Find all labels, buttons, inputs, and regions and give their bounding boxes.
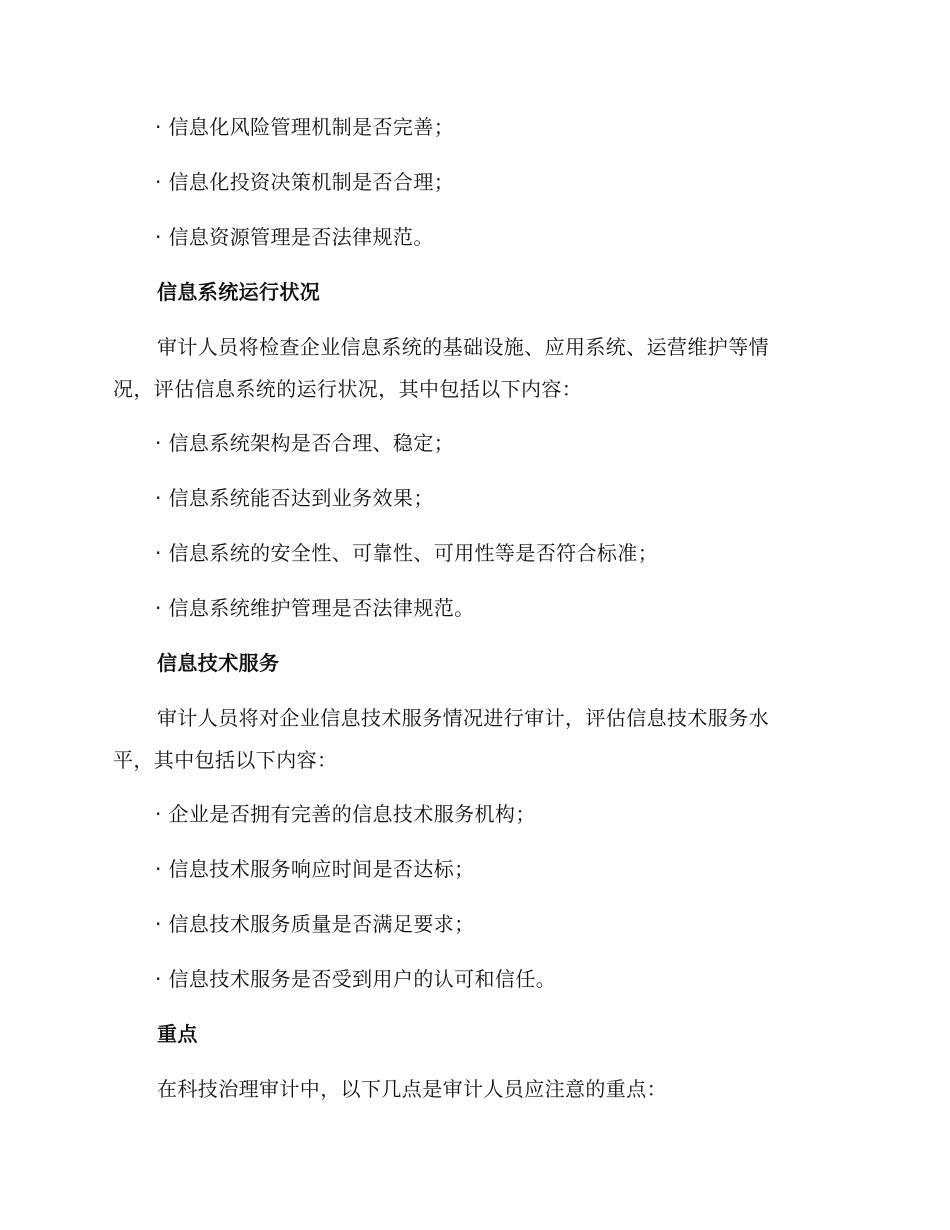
bullet-service-organization: · 企业是否拥有完善的信息技术服务机构； [155, 802, 536, 826]
heading-it-service: 信息技术服务 [157, 651, 280, 675]
paragraph-service-line1: 审计人员将对企业信息技术服务情况进行审计，评估信息技术服务水 [157, 706, 769, 730]
bullet-resource-management: · 信息资源管理是否法律规范。 [155, 225, 434, 249]
paragraph-system-line2: 况，评估信息系统的运行状况，其中包括以下内容： [113, 377, 583, 401]
bullet-system-maintenance: · 信息系统维护管理是否法律规范。 [155, 596, 475, 620]
heading-system-operation: 信息系统运行状况 [157, 280, 321, 304]
bullet-system-business: · 信息系统能否达到业务效果； [155, 486, 434, 510]
heading-key-points: 重点 [157, 1022, 198, 1046]
paragraph-system-line1: 审计人员将检查企业信息系统的基础设施、应用系统、运营维护等情 [157, 335, 769, 359]
bullet-investment-decision: · 信息化投资决策机制是否合理； [155, 170, 455, 194]
paragraph-service-line2: 平，其中包括以下内容： [113, 748, 338, 772]
bullet-service-response: · 信息技术服务响应时间是否达标； [155, 857, 475, 881]
bullet-service-recognition: · 信息技术服务是否受到用户的认可和信任。 [155, 967, 557, 991]
bullet-service-quality: · 信息技术服务质量是否满足要求； [155, 912, 475, 936]
bullet-risk-management: · 信息化风险管理机制是否完善； [155, 115, 455, 139]
bullet-system-architecture: · 信息系统架构是否合理、稳定； [155, 431, 455, 455]
paragraph-key-line1: 在科技治理审计中，以下几点是审计人员应注意的重点： [157, 1077, 667, 1101]
bullet-system-security: · 信息系统的安全性、可靠性、可用性等是否符合标准； [155, 541, 659, 565]
